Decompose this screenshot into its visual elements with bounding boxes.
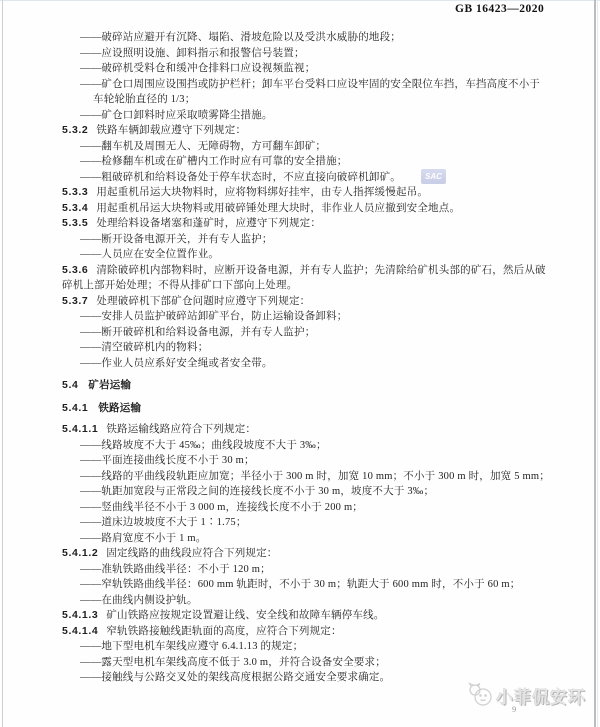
- list-item: [0, 247, 600, 263]
- line-text: ——轨距加宽段与正常段之间的连接线长度不小于 30 m，坡度不大于 3‰；: [80, 486, 435, 497]
- clause-line: [0, 263, 600, 279]
- clause-line: [0, 294, 600, 310]
- list-item: [0, 108, 600, 124]
- section-heading: [0, 401, 600, 417]
- wrapped-line: [0, 278, 600, 294]
- list-item: [0, 170, 600, 186]
- line-text: 车轮轮胎直径的 1/3；: [93, 94, 196, 105]
- list-item: [0, 562, 600, 578]
- list-item: [0, 340, 600, 356]
- clause-number: 5.3.6: [62, 263, 89, 276]
- page-number: 9: [512, 704, 517, 714]
- brand-watermark-text: 小菲侃安环: [496, 687, 586, 707]
- clause-number: 5.4.1: [62, 401, 89, 414]
- line-text: ——人员应在安全位置作业。: [80, 249, 220, 260]
- line-text: ——露天型电机车架线高度不低于 3.0 m，并符合设备安全要求；: [80, 656, 386, 668]
- panda-doodle-icon: [466, 682, 496, 708]
- clause-line: [0, 546, 600, 562]
- list-item: [0, 484, 600, 500]
- line-text: 矿山铁路应按规定设置避让线、安全线和故障车辆停车线。: [106, 610, 385, 621]
- line-text: ——粗破碎机和给料设备处于停车状态时，不应直接向破碎机卸矿。: [80, 171, 401, 183]
- line-text: ——断开破碎机和给料设备电源，并有专人监护；: [80, 326, 316, 338]
- list-item: [0, 469, 600, 485]
- clause-line: [0, 123, 600, 139]
- line-text: ——线路的平曲线段轨距应加宽；半径小于 300 m 时，加宽 10 mm；不小于 300 m 时，加宽 5 mm；: [80, 470, 550, 482]
- list-item: [0, 500, 600, 516]
- line-text: ——接触线与公路交叉处的架线高度根据公路交通安全要求确定。: [80, 672, 391, 683]
- line-text: ——在曲线内侧设护轨。: [80, 594, 198, 606]
- standard-number: GB 16423—2020: [455, 3, 545, 15]
- line-text: ——清空破碎机内的物料；: [80, 342, 209, 353]
- list-item: [0, 593, 600, 609]
- list-item: [0, 77, 600, 93]
- clause-line: [0, 216, 600, 232]
- line-text: ——检修翻车机或在矿槽内工作时应有可靠的安全措施；: [80, 156, 348, 167]
- clause-line: [0, 624, 600, 640]
- line-text: ——破碎站应避开有沉降、塌陷、滑坡危险以及受洪水威胁的地段；: [80, 32, 401, 43]
- line-text: 铁路运输: [98, 401, 142, 414]
- brand-watermark: [466, 682, 586, 708]
- line-text: 窄轨铁路接触线距轨面的高度，应符合下列规定：: [106, 625, 342, 637]
- line-text: 处理破碎机下部矿仓问题时应遵守下列规定：: [96, 295, 311, 307]
- clause-number: 5.3.2: [62, 124, 89, 136]
- list-item: [0, 139, 600, 155]
- line-text: ——窄轨铁路曲线半径：600 mm 轨距时，不小于 30 m；轨距大于 600 mm 时，不小于 60 m；: [80, 579, 521, 590]
- clause-line: [0, 608, 600, 624]
- line-text: ——安排人员监护破碎站卸矿平台，防止运输设备卸料；: [80, 311, 348, 322]
- clause-number: 5.3.7: [62, 294, 89, 307]
- line-text: ——作业人员应系好安全绳或者安全带。: [80, 357, 273, 369]
- line-text: ——翻车机及周围无人、无障碍物，方可翻车卸矿；: [80, 140, 327, 152]
- list-item: [0, 639, 600, 655]
- list-item: [0, 232, 600, 248]
- list-item: [0, 325, 600, 341]
- list-item: [0, 438, 600, 454]
- line-text: ——破碎机受料仓和缓冲仓排料口应设视频监视；: [80, 63, 316, 74]
- line-text: ——线路坡度不大于 45‰；曲线段坡度不大于 3‰；: [80, 439, 327, 451]
- line-text: 碎机上部开始处理；不得从排矿口下部向上处理。: [62, 280, 298, 291]
- line-text: 用起重机吊运大块物料时，应将物料绑好挂牢，由专人指挥缓慢起吊。: [96, 187, 429, 198]
- line-text: 处理给料设备堵塞和蓬矿时，应遵守下列规定：: [96, 218, 322, 229]
- list-item: [0, 515, 600, 531]
- clause-line: [0, 422, 600, 438]
- line-text: 清除破碎机内部物料时，应断开设备电源，并有专人监护；先清除给矿机头部的矿石，然后从破: [96, 264, 546, 276]
- list-item: [0, 46, 600, 62]
- list-item: [0, 453, 600, 469]
- list-item: [0, 61, 600, 77]
- line-text: 用起重机吊运大块物料或用破碎锤处理大块时，非作业人员应撤到安全地点。: [96, 202, 461, 214]
- wrapped-line: [0, 92, 600, 108]
- line-text: ——道床边坡坡度不大于 1∶1.75；: [80, 517, 247, 528]
- clause-line: [0, 185, 600, 201]
- clause-number: 5.3.5: [62, 217, 89, 229]
- line-text: ——矿仓口周围应设围挡或防护栏杆；卸车平台受料口应设牢固的安全限位车挡，车挡高度不小于: [80, 78, 541, 90]
- section-heading: [0, 378, 600, 394]
- clause-number: 5.4: [62, 379, 79, 391]
- list-item: [0, 577, 600, 593]
- clause-number: 5.3.4: [62, 201, 89, 214]
- list-item: [0, 655, 600, 671]
- clause-number: 5.4.1.3: [62, 609, 99, 621]
- clause-line: [0, 201, 600, 217]
- clause-number: 5.4.1.1: [62, 423, 99, 435]
- line-text: ——矿仓口卸料时应采取喷雾降尘措施。: [80, 109, 273, 121]
- clause-number: 5.3.3: [62, 186, 89, 198]
- line-text: 铁路运输线路应符合下列规定：: [106, 424, 257, 435]
- line-text: 矿岩运输: [88, 379, 132, 391]
- list-item: [0, 531, 600, 547]
- line-text: ——断开设备电源开关，并有专人监护；: [80, 233, 273, 245]
- line-text: ——应设照明设施、卸料指示和报警信号装置；: [80, 47, 305, 59]
- list-item: [0, 30, 600, 46]
- list-item: [0, 154, 600, 170]
- line-text: 固定线路的曲线段应符合下列规定：: [106, 548, 278, 559]
- line-text: ——竖曲线半径不小于 3 000 m，连接线长度不小于 200 m；: [80, 501, 364, 513]
- line-text: 铁路车辆卸载应遵守下列规定：: [96, 125, 247, 136]
- line-text: ——准轨铁路曲线半径：不小于 120 m；: [80, 563, 271, 575]
- clause-number: 5.4.1.4: [62, 624, 99, 637]
- list-item: [0, 309, 600, 325]
- line-text: ——地下型电机车架线应遵守 6.4.1.13 的规定；: [80, 641, 304, 652]
- line-text: ——平面连接曲线长度不小于 30 m；: [80, 455, 255, 466]
- sac-watermark-badge: SAC: [421, 169, 446, 184]
- list-item: [0, 356, 600, 372]
- line-text: ——路肩宽度不小于 1 m。: [80, 532, 207, 544]
- clause-number: 5.4.1.2: [62, 547, 99, 559]
